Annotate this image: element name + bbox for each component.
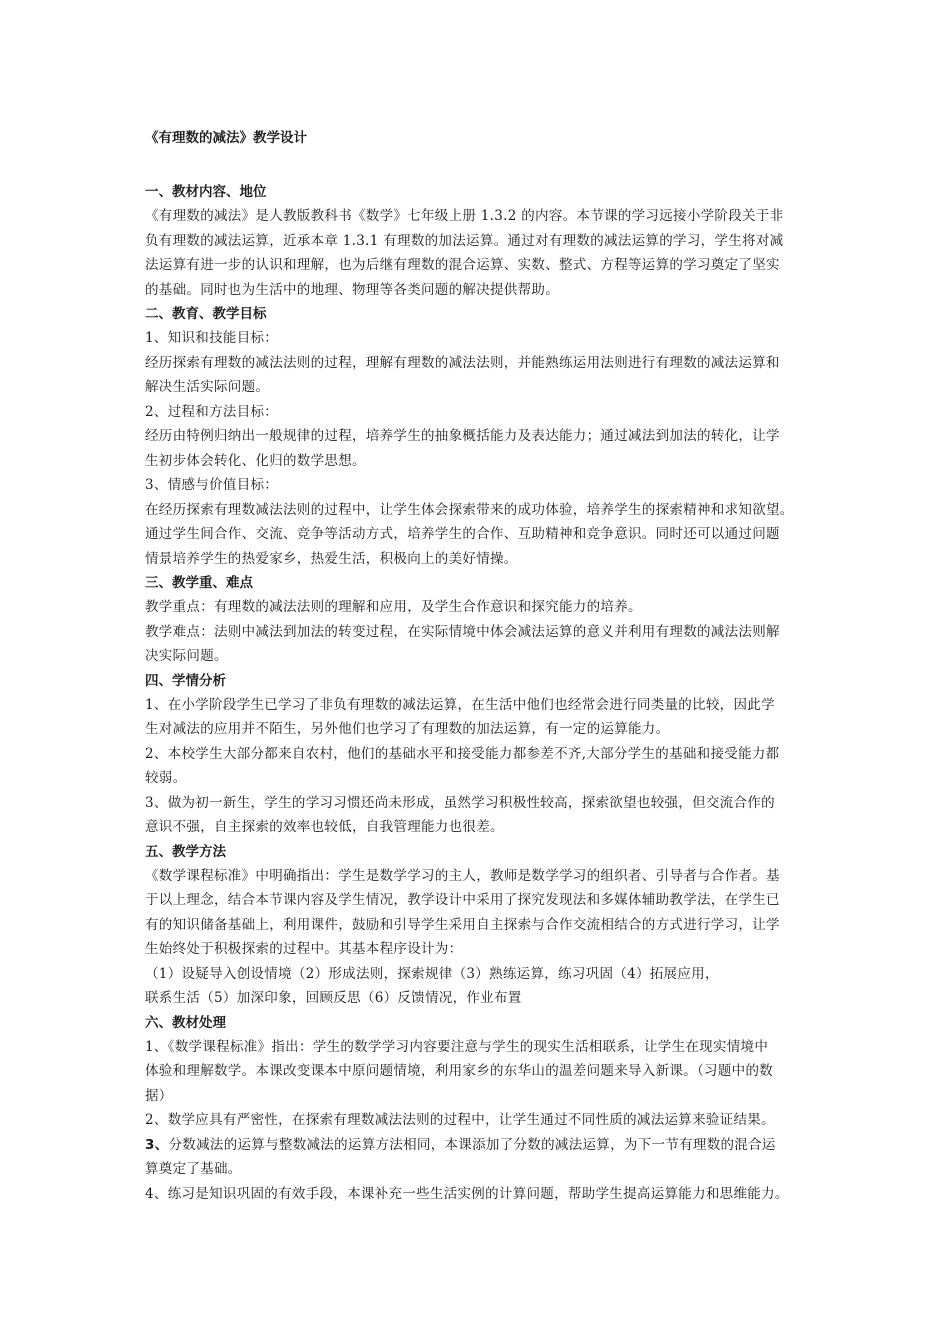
paragraph-line: 的基础。同时也为生活中的地理、物理等各类问题的解决提供帮助。 xyxy=(145,281,559,298)
paragraph-line: （1）设疑导入创设情境（2）形成法则，探索规律（3）熟练运算，练习巩固（4）拓展应用， xyxy=(145,965,719,982)
paragraph-line: 4、练习是知识巩固的有效手段，本课补充一些生活实例的计算问题，帮助学生提高运算能力和思维能力。 xyxy=(145,1185,789,1202)
paragraph-line: 据） xyxy=(145,1087,173,1104)
section-heading-6: 六、教材处理 xyxy=(145,1014,226,1031)
paragraph-line: 《有理数的减法》是人教版教科书《数学》七年级上册 1.3.2 的内容。本节课的学习远接小学阶段关于非 xyxy=(145,208,784,224)
paragraph-line xyxy=(145,1133,825,1158)
paragraph-line: 3、情感与价值目标： xyxy=(145,477,279,493)
paragraph-line: 教学重点：有理数的减法法则的理解和应用，及学生合作意识和探究能力的培养。 xyxy=(145,599,642,615)
paragraph-line: 生对减法的应用并不陌生，另外他们也学习了有理数的加法运算，有一定的运算能力。 xyxy=(145,721,670,737)
paragraph-line: 负有理数的减法运算，近承本章 1.3.1 有理数的加法运算。通过对有理数的减法运算的学习，学生将对减 xyxy=(145,232,784,249)
section-heading-3: 三、教学重、难点 xyxy=(145,575,253,591)
paragraph-line: 于以上理念，结合本节课内容及学生情况，教学设计中采用了探究发现法和多媒体辅助教学法，在学生已 xyxy=(145,892,780,908)
paragraph-line: 意识不强，自主探索的效率也较低，自我管理能力也很差。 xyxy=(145,819,504,835)
paragraph-line: 生初步体会转化、化归的数学思想。 xyxy=(145,452,366,469)
paragraph-line: 算奠定了基础。 xyxy=(145,1161,242,1177)
paragraph-line: 教学难点：法则中减法到加法的转变过程，在实际情境中体会减法运算的意义并利用有理数的减法法则解 xyxy=(145,623,780,640)
item-number: 3、 xyxy=(145,1136,169,1153)
paragraph-line: 通过学生间合作、交流、竞争等活动方式，培养学生的合作、互助精神和竞争意识。同时还可以通过问题 xyxy=(145,526,780,542)
section-heading-1: 一、教材内容、地位 xyxy=(145,184,267,200)
paragraph-line: 较弱。 xyxy=(145,770,187,786)
paragraph-line: 经历探索有理数的减法法则的过程，理解有理数的减法法则，并能熟练运用法则进行有理数的减法运算和 xyxy=(145,354,780,371)
item-text: 分数减法的运算与整数减法的运算方法相同，本课添加了分数的减法运算，为下一节有理数的混合运 xyxy=(168,1136,776,1153)
paragraph-line: 在经历探索有理数减法法则的过程中，让学生体会探索带来的成功体验，培养学生的探索精神和求知欲望。 xyxy=(145,501,794,518)
paragraph-line: 情景培养学生的热爱家乡，热爱生活，积极向上的美好情操。 xyxy=(145,550,518,567)
paragraph-line: 联系生活（5）加深印象，回顾反思（6）反馈情况，作业布置 xyxy=(145,990,522,1006)
paragraph-line: 生始终处于积极探索的过程中。其基本程序设计为： xyxy=(145,941,463,957)
document-title: 《有理数的减法》教学设计 xyxy=(145,130,307,146)
paragraph-line: 1、《数学课程标准》指出：学生的数学学习内容要注意与学生的现实生活相联系，让学生在现实情境中 xyxy=(145,1038,769,1055)
paragraph-line: 经历由特例归纳出一般规律的过程，培养学生的抽象概括能力及表达能力；通过减法到加法的转化，让学 xyxy=(145,428,780,444)
paragraph-line: 《数学课程标准》中明确指出：学生是数学学习的主人，教师是数学学习的组织者、引导者与合作者。基 xyxy=(145,867,780,884)
section-heading-2: 二、教育、教学目标 xyxy=(145,306,267,322)
paragraph-line: 解决生活实际问题。 xyxy=(145,379,270,395)
paragraph-line: 2、过程和方法目标： xyxy=(145,403,279,420)
paragraph-line: 有的知识储备基础上，利用课件，鼓励和引导学生采用自主探索与合作交流相结合的方式进行学习，让学 xyxy=(145,916,780,933)
paragraph-line: 决实际问题。 xyxy=(145,648,228,664)
section-heading-4: 四、学情分析 xyxy=(145,672,226,689)
paragraph-line: 3、做为初一新生，学生的学习习惯还尚未形成，虽然学习积极性较高，探索欲望也较强，但交流合作的 xyxy=(145,794,775,811)
document-page xyxy=(145,126,825,1206)
paragraph-line: 2、本校学生大部分都来自农村，他们的基础水平和接受能力都参差不齐,大部分学生的基础和接受能力都 xyxy=(145,745,780,762)
section-heading-5: 五、教学方法 xyxy=(145,843,226,860)
paragraph-line: 法运算有进一步的认识和理解，也为后继有理数的混合运算、实数、整式、方程等运算的学习奠定了坚实 xyxy=(145,257,780,273)
paragraph-line: 2、数学应具有严密性，在探索有理数减法法则的过程中，让学生通过不同性质的减法运算来验证结果。 xyxy=(145,1112,775,1128)
paragraph-line: 1、在小学阶段学生已学习了非负有理数的减法运算，在生活中他们也经常会进行同类量的比较，因此学 xyxy=(145,696,775,713)
paragraph-line: 体验和理解数学。本课改变课本中原问题情境，利用家乡的东华山的温差问题来导入新课。（习题中的数 xyxy=(145,1063,774,1079)
paragraph-line: 1、知识和技能目标： xyxy=(145,330,279,346)
